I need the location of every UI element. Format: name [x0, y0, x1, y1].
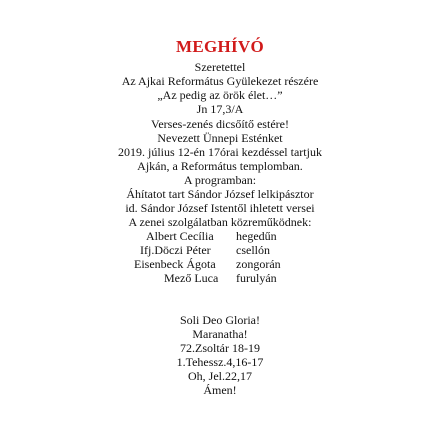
closing-line-psalm: 72.Zsoltár 18-19 [180, 341, 260, 355]
intro-line-event-type: Verses-zenés dicsőítő estére! [151, 117, 289, 131]
intro-line-congregation: Az Ajkai Református Gyülekezet részére [121, 74, 319, 88]
intro-line-poems: id. Sándor József Istentől ihletett versei [125, 201, 315, 215]
intro-line-program-heading: A programban: [183, 173, 257, 187]
closing-line-thessalonians: 1.Tehessz.4,16-17 [176, 355, 264, 369]
intro-line-devotion: Áhítatot tart Sándor József lelkipásztor [126, 187, 314, 201]
intro-line-date: 2019. július 12-én 17órai kezdéssel tartjuk [118, 145, 322, 159]
musician-name: Albert Cecília [146, 229, 214, 243]
intro-line-musicians-heading: A zenei szolgálatban közreműködnek: [128, 215, 312, 229]
closing-line-revelation: Oh, Jel.22,17 [188, 369, 252, 383]
intro-line-location: Ajkán, a Református templomban. [137, 159, 303, 173]
musician-instrument: zongorán [236, 257, 281, 271]
invitation-title: MEGHÍVÓ [175, 37, 265, 56]
musician-instrument: furulyán [236, 271, 277, 285]
intro-line-evening: Nevezett Ünnepi Esténket [157, 131, 283, 145]
intro-line-greeting: Szeretettel [194, 60, 246, 74]
intro-line-verse-ref: Jn 17,3/A [196, 102, 244, 116]
musician-name: Ifj.Döczi Péter [140, 243, 211, 257]
closing-line-gloria: Soli Deo Gloria! [180, 313, 260, 327]
musician-instrument: hegedűn [236, 229, 277, 243]
closing-line-amen: Ámen! [203, 383, 237, 397]
intro-line-quote: „Az pedig az örök élet…” [157, 88, 283, 102]
musician-instrument: csellón [236, 243, 270, 257]
closing-line-maranatha: Maranatha! [192, 327, 248, 341]
musician-name: Eisenbeck Ágota [134, 257, 216, 271]
musician-name: Mező Luca [164, 271, 219, 285]
